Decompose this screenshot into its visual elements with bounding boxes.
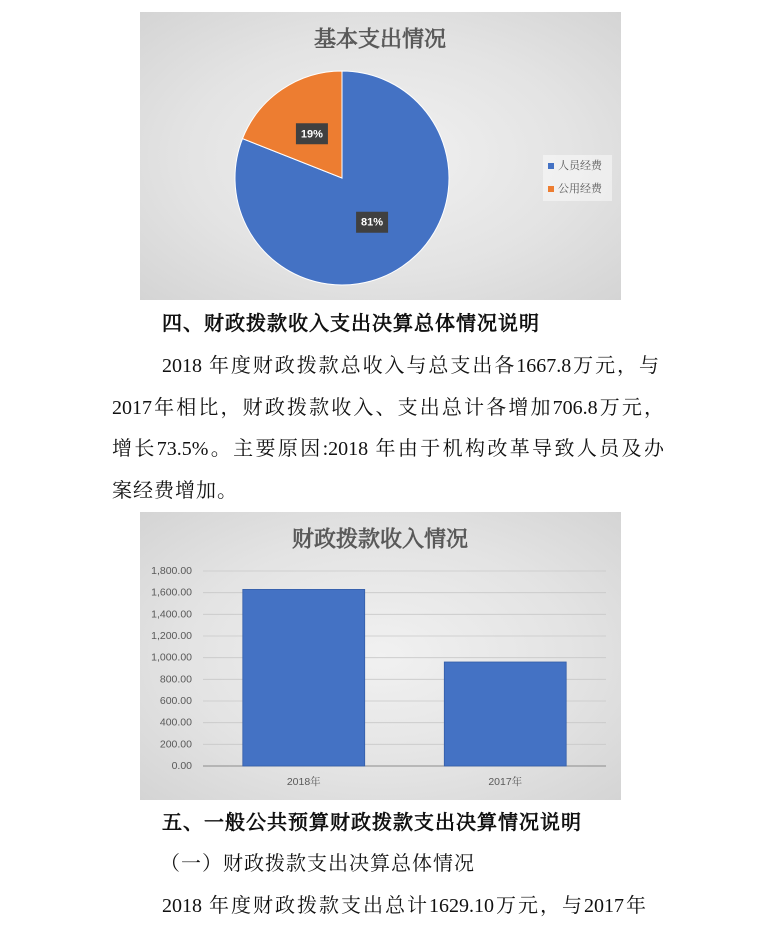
data-label: 19% — [300, 128, 323, 141]
y-tick-label: 0.00 — [171, 760, 192, 772]
y-tick-label: 600.00 — [159, 695, 192, 707]
legend-swatch — [548, 186, 554, 192]
y-tick-label: 400.00 — [159, 716, 192, 729]
chart-title: 基本支出情况 — [313, 26, 447, 52]
y-tick-label: 1,600.00 — [151, 586, 192, 599]
paragraph-line: 2018 年度财政拨款总收入与总支出各1667.8万元，与 — [162, 355, 659, 377]
paragraph-line: 案经费增加。 — [112, 480, 238, 502]
section-heading: 四、财政拨款收入支出决算总体情况说明 — [162, 313, 540, 335]
y-tick-label: 800.00 — [159, 673, 192, 686]
chart-legend — [543, 155, 612, 201]
bar — [444, 662, 566, 766]
y-tick-label: 1,800.00 — [151, 565, 192, 577]
legend-swatch — [548, 163, 554, 169]
bar-chart — [140, 512, 621, 800]
y-tick-label: 1,200.00 — [151, 630, 192, 642]
bars — [243, 589, 566, 766]
x-axis-labels — [287, 775, 523, 788]
y-tick-label: 1,400.00 — [151, 608, 192, 621]
pie-slices — [235, 71, 449, 285]
paragraph-line: 2017年相比，财政拨款收入、支出总计各增加706.8万元， — [112, 397, 664, 419]
chart-title: 财政拨款收入情况 — [291, 526, 469, 552]
bar — [243, 589, 365, 766]
paragraph-line: 增长73.5%。主要原因:2018 年由于机构改革导致人员及办 — [112, 438, 664, 460]
y-axis-labels — [151, 565, 192, 772]
x-tick-label: 2018年 — [286, 776, 321, 788]
legend-label: 人员经费 — [558, 160, 602, 172]
data-label: 81% — [361, 216, 384, 229]
section-heading: 五、一般公共预算财政拨款支出决算情况说明 — [162, 812, 582, 834]
legend-label: 公用经费 — [558, 183, 602, 195]
subsection-heading: （一）财政拨款支出决算总体情况 — [160, 853, 475, 875]
y-tick-label: 200.00 — [159, 738, 192, 751]
y-tick-label: 1,000.00 — [151, 651, 192, 664]
bar-chart-canvas — [140, 512, 621, 800]
pie-chart — [140, 12, 621, 300]
pie-chart-canvas — [140, 12, 621, 300]
paragraph-line: 2018 年度财政拨款支出总计1629.10万元，与2017年 — [162, 895, 646, 917]
x-tick-label: 2017年 — [488, 776, 523, 788]
